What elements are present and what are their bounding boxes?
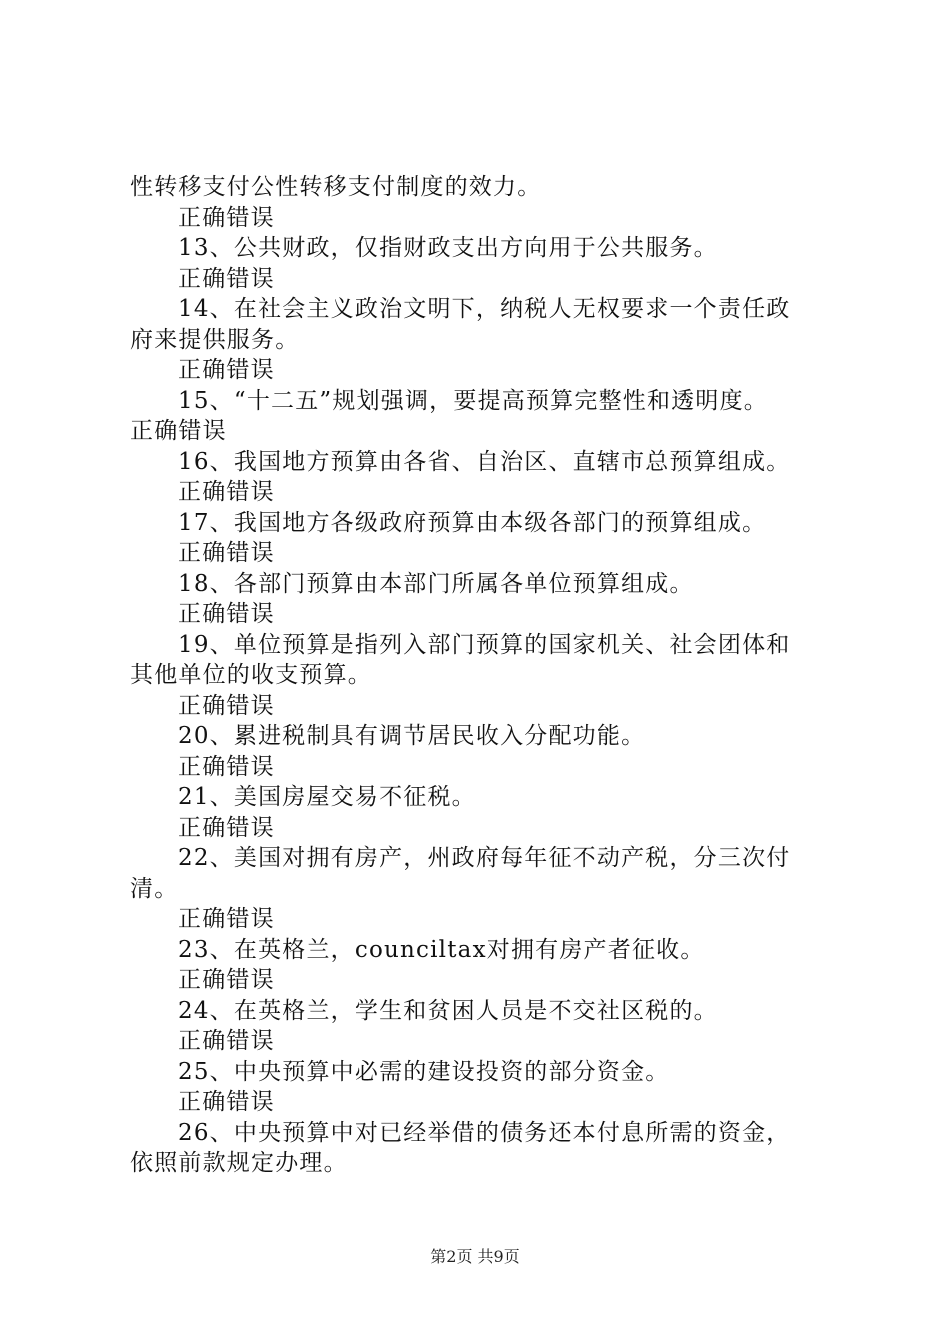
answer-options: 正确错误	[178, 906, 275, 932]
text-line: 府来提供服务。	[130, 326, 300, 353]
text-line: 依照前款规定办理。	[130, 1150, 348, 1176]
question-16: 16、我国地方预算由各省、自治区、直辖市总预算组成。	[178, 448, 791, 475]
question-23: 23、在英格兰，counciltax对拥有房产者征收。	[178, 936, 705, 963]
text-line: 性转移支付公性转移支付制度的效力。	[130, 174, 542, 200]
answer-options: 正确错误	[178, 1089, 275, 1115]
question-17: 17、我国地方各级政府预算由本级各部门的预算组成。	[178, 509, 767, 536]
document-body	[130, 172, 830, 1179]
answer-options: 正确错误	[178, 479, 275, 505]
question-14: 14、在社会主义政治文明下，纳税人无权要求一个责任政	[178, 296, 791, 322]
page-number-footer: 第2页 共9页	[430, 1247, 520, 1266]
answer-options: 正确错误	[178, 265, 275, 292]
question-22: 22、美国对拥有房产，州政府每年征不动产税，分三次付	[178, 845, 791, 871]
question-18: 18、各部门预算由本部门所属各单位预算组成。	[178, 570, 694, 597]
question-25: 25、中央预算中必需的建设投资的部分资金。	[178, 1058, 670, 1085]
answer-options: 正确错误	[178, 601, 275, 627]
answer-options: 正确错误	[178, 692, 275, 719]
answer-options: 正确错误	[178, 1028, 275, 1054]
answer-options: 正确错误	[178, 357, 275, 383]
text-line: 清。	[130, 875, 179, 902]
question-26: 26、中央预算中对已经举借的债务还本付息所需的资金，	[178, 1119, 791, 1146]
text-line: 其他单位的收支预算。	[130, 662, 372, 688]
question-19: 19、单位预算是指列入部门预算的国家机关、社会团体和	[178, 631, 791, 658]
answer-options: 正确错误	[130, 418, 227, 444]
question-20: 20、累进税制具有调节居民收入分配功能。	[178, 723, 646, 749]
answer-options: 正确错误	[178, 967, 275, 993]
question-13: 13、公共财政，仅指财政支出方向用于公共服务。	[178, 235, 718, 261]
answer-options: 正确错误	[178, 204, 275, 231]
question-15: 15、“十二五”规划强调，要提高预算完整性和透明度。	[178, 387, 768, 414]
answer-options: 正确错误	[178, 753, 275, 780]
question-24: 24、在英格兰，学生和贫困人员是不交社区税的。	[178, 997, 718, 1024]
answer-options: 正确错误	[178, 814, 275, 841]
question-21: 21、美国房屋交易不征税。	[178, 784, 476, 810]
answer-options: 正确错误	[178, 540, 275, 566]
